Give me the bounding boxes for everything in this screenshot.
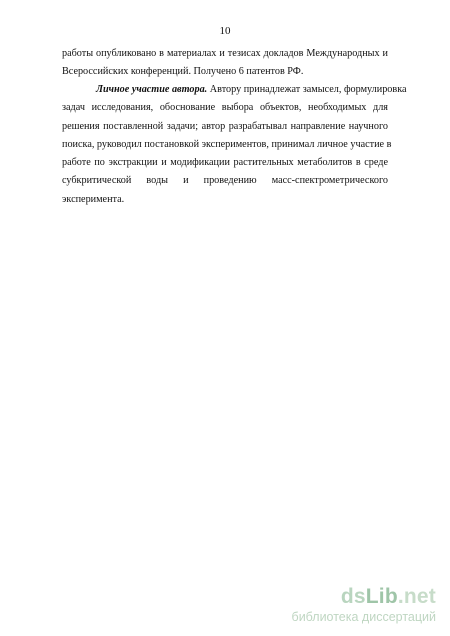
watermark-subtitle: библиотека диссертаций [291, 610, 436, 624]
text-line: задач исследования, обоснование выбора объектов, необходимых для [62, 102, 388, 114]
paragraph-personal-contribution [62, 81, 407, 209]
text-line-rest: Автору принадлежат замысел, формулировка [207, 84, 407, 95]
text-line: работы опубликовано в материалах и тезисах докладов Международных и [62, 48, 388, 59]
text-line: работе по экстракции и модификации растительных метаболитов в среде [62, 157, 388, 169]
section-lead-heading: Личное участие автора. [96, 84, 208, 95]
watermark-logo: dsLib.net [340, 585, 436, 608]
paragraph-publications [62, 45, 388, 82]
text-line [62, 81, 407, 99]
page-number: 10 [219, 25, 231, 37]
text-line: субкритической воды и проведению масс-спектрометрического [62, 175, 388, 187]
text-line: эксперимента. [62, 193, 125, 205]
text-line: поиска, руководил постановкой экспериментов, принимал личное участие в [62, 138, 392, 150]
text-line: решения поставленной задачи; автор разрабатывал направление научного [62, 120, 388, 132]
watermark [292, 586, 436, 624]
text-line: Всероссийских конференций. Получено 6 патентов РФ. [62, 66, 304, 78]
